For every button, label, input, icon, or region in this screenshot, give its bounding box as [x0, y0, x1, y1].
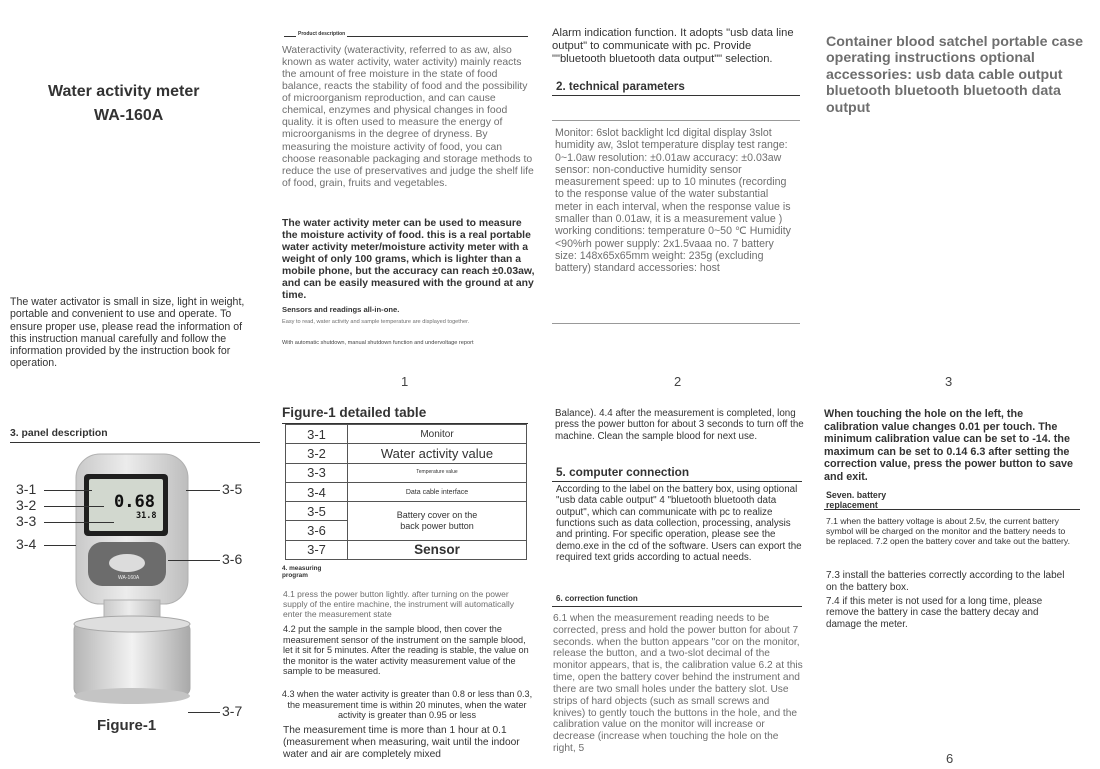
- label-3-6: 3-6: [222, 551, 243, 567]
- measuring-step-4-3: 4.3 when the water activity is greater than 0.8 or less than 0.3, the measurement time is within 20 minutes, when the water activity is greater than 0.95 or less: [281, 689, 533, 721]
- table-name: Battery cover on the back power button: [348, 502, 527, 541]
- computer-connection-rule: [552, 481, 802, 482]
- label-3-4: 3-4: [16, 536, 37, 552]
- page8-number: 6: [946, 751, 954, 766]
- page4-accessories: Container blood satchel portable case operating instructions optional accessories: usb data cable output bluetooth bluetooth bluetooth data output: [826, 34, 1084, 116]
- table-row: [286, 502, 527, 521]
- table-code: 3-1: [286, 425, 348, 444]
- page2-heading: Product description: [298, 31, 346, 37]
- page4-number: 3: [945, 374, 953, 389]
- page3-heading: 2. technical parameters: [556, 80, 685, 93]
- page1-model: WA-160A: [94, 107, 164, 124]
- table-row: [286, 540, 527, 559]
- page2-easy-read: Easy to read, water activity and sample temperature are displayed together.: [282, 319, 470, 325]
- table-code: 3-6: [286, 521, 348, 540]
- table-name: Temperature value: [348, 463, 527, 482]
- table-code: 3-2: [286, 444, 348, 463]
- correction-function-heading: 6. correction function: [556, 594, 638, 603]
- label-3-2: 3-2: [16, 497, 37, 513]
- label-3-5: 3-5: [222, 481, 243, 497]
- arrow-3-3: [44, 522, 114, 523]
- table-code: 3-7: [286, 540, 348, 559]
- battery-replacement-rule: [824, 509, 1080, 510]
- page1-title: Water activity meter: [48, 83, 200, 100]
- table-row: [286, 425, 527, 444]
- table-row: [286, 463, 527, 482]
- page2-number: 1: [401, 374, 409, 389]
- page3-heading-rule: [552, 95, 800, 96]
- battery-step-7-1: 7.1 when the battery voltage is about 2.5v, the current battery symbol will be charged on the monitor and the battery needs to be replaced. 7.2 open the battery cover and take out the battery.: [826, 516, 1070, 546]
- page2-weight-paragraph: The water activity meter can be used to measure the moisture activity of food. this is a real portable water activity meter/moisture activity meter with a weight of only 100 grams, which is lighter than a mobile phone, but the accuracy can reach ±0.03aw, and can be easily measured with the ground at any time.: [282, 218, 535, 302]
- arrow-3-2: [44, 506, 104, 507]
- table-code: 3-5: [286, 502, 348, 521]
- page3-bottom-rule: [552, 323, 800, 324]
- page3-rule-2: [552, 120, 800, 121]
- page3-number: 2: [674, 374, 682, 389]
- page3-alarm: Alarm indication function. It adopts "usb data line output" to communicate with pc. Provide ""bluetooth bluetooth data output"" selection.: [552, 27, 794, 65]
- table-row: [286, 444, 527, 463]
- table-name: Sensor: [348, 540, 527, 559]
- battery-replacement-heading: Seven. battery replacement: [826, 490, 887, 511]
- computer-connection-text: According to the label on the battery box, using optional "usb data cable output" 4 "bluetooth bluetooth data output", which can communicate with pc to realize functions such as data collection, processing, analysis and printing. For specific operation, please see the demo.exe in the cd of the software. Users can export the required text grids according to actual needs.: [556, 484, 802, 564]
- table-name: Data cable interface: [348, 482, 527, 501]
- arrow-3-1: [44, 490, 92, 491]
- table-name: Water activity value: [348, 444, 527, 463]
- page7-balance: Balance). 4.4 after the measurement is completed, long press the power button for about 3 seconds to turn off the machine. Clean the sample blood for next use.: [555, 408, 804, 442]
- measuring-step-4-3-continued: The measurement time is more than 1 hour at 0.1 (measurement when measuring, wait until the indoor water and air are completely mixed: [283, 725, 520, 760]
- table-code: 3-3: [286, 463, 348, 482]
- computer-connection-heading: 5. computer connection: [556, 465, 690, 479]
- battery-step-7-3: 7.3 install the batteries correctly according to the label on the battery box.: [826, 570, 1065, 593]
- figure-caption: Figure-1: [97, 717, 157, 734]
- page2-sensors: Sensors and readings all-in-one.: [282, 305, 400, 314]
- screen-main-reading: 0.68: [114, 492, 155, 512]
- table-code: 3-4: [286, 482, 348, 501]
- table-heading: Figure-1 detailed table: [282, 405, 427, 420]
- arrow-3-4: [44, 545, 76, 546]
- arrow-3-7: [188, 712, 220, 713]
- page1-intro: The water activator is small in size, light in weight, portable and convenient to use and operate. To ensure proper use, please read the information of this instruction manual carefully and follow the information provided by the instruction book for operation.: [10, 296, 245, 370]
- measuring-program-heading: 4. measuring program: [282, 565, 322, 580]
- table-name: Monitor: [348, 425, 527, 444]
- table-row: [286, 482, 527, 501]
- panel-heading-rule: [10, 442, 260, 443]
- correction-function-rule: [552, 606, 802, 607]
- label-3-1: 3-1: [16, 481, 37, 497]
- arrow-3-6: [168, 560, 220, 561]
- page3-technical-parameters: Monitor: 6slot backlight lcd digital display 3slot humidity aw, 3slot temperature display test range: 0~1.0aw resolution: ±0.01aw accuracy: ±0.03aw sensor: non-conductive humidity sensor measurement speed: up to 10 minutes (recording to the response value of the water substantial meter in each interval, when the response value is smaller than 0.01aw, it is a measurement value ) working conditions: temperature 0~50 ℃ Humidity <90%rh power supply: 2x1.5vaaa no. 7 battery size: 148x65x65mm weight: 235g (excluding battery) standard accessories: host: [555, 127, 791, 275]
- figure-detail-table: [285, 424, 527, 560]
- label-3-3: 3-3: [16, 513, 37, 529]
- page2-description: Wateractivity (wateractivity, referred to as aw, also known as water activity, water activity) mainly reacts the amount of free moisture in the state of food balance, reacts the stability of food and the possibility of microorganism reproduction, and can cause chemical, enzymes and physical changes in food quality. it is often used to measure the energy of microorganisms in the degree of dryness. By measuring the moisture activity of food, you can choose reasonable packaging and storage methods to reduce the use of preservatives and judge the shelf life of food, grain, fruits and vegetables.: [282, 45, 534, 189]
- measuring-step-4-1: 4.1 press the power button lightly. after turning on the power supply of the entire machine, the instrument will automatically enter the measurement state: [283, 589, 515, 619]
- panel-heading: 3. panel description: [10, 428, 108, 439]
- arrow-3-5: [186, 490, 220, 491]
- page8-calibration: When touching the hole on the left, the calibration value changes 0.01 per touch. The minimum calibration value can be set to -14. the maximum can be set to 0.14 6.3 after setting the correction value, press the power button to save and exit.: [824, 408, 1073, 483]
- battery-step-7-4: 7.4 if this meter is not used for a long time, please remove the battery in case the battery decay and damage the meter.: [826, 596, 1043, 630]
- device-model-label: WA-160A: [118, 575, 140, 581]
- measuring-step-4-2: 4.2 put the sample in the sample blood, then cover the measurement sensor of the instrument on the sample blood, let it sit for 5 minutes. After the reading is stable, the value on the monitor is the water activity measurement value of the sample to be measured.: [283, 624, 529, 677]
- correction-function-text: 6.1 when the measurement reading needs to be corrected, press and hold the power button for about 7 seconds. when the button appears "cor on the monitor, release the button, and a two-slot decimal of the monitor appears, that is, the calibration value 6.2 at this time, open the battery cover behind the instrument and there are two small holes under the battery slot. Use strips of hard objects (such as small screws and knives) to gently touch the buttons in the hole, and the calibration value on the monitor will increase or decrease (increase when touching the hole on the right, 5: [553, 613, 803, 755]
- page2-shutdown: With automatic shutdown, manual shutdown function and undervoltage report: [282, 340, 474, 346]
- label-3-7: 3-7: [222, 703, 243, 719]
- screen-temperature-reading: 31.8: [136, 511, 157, 521]
